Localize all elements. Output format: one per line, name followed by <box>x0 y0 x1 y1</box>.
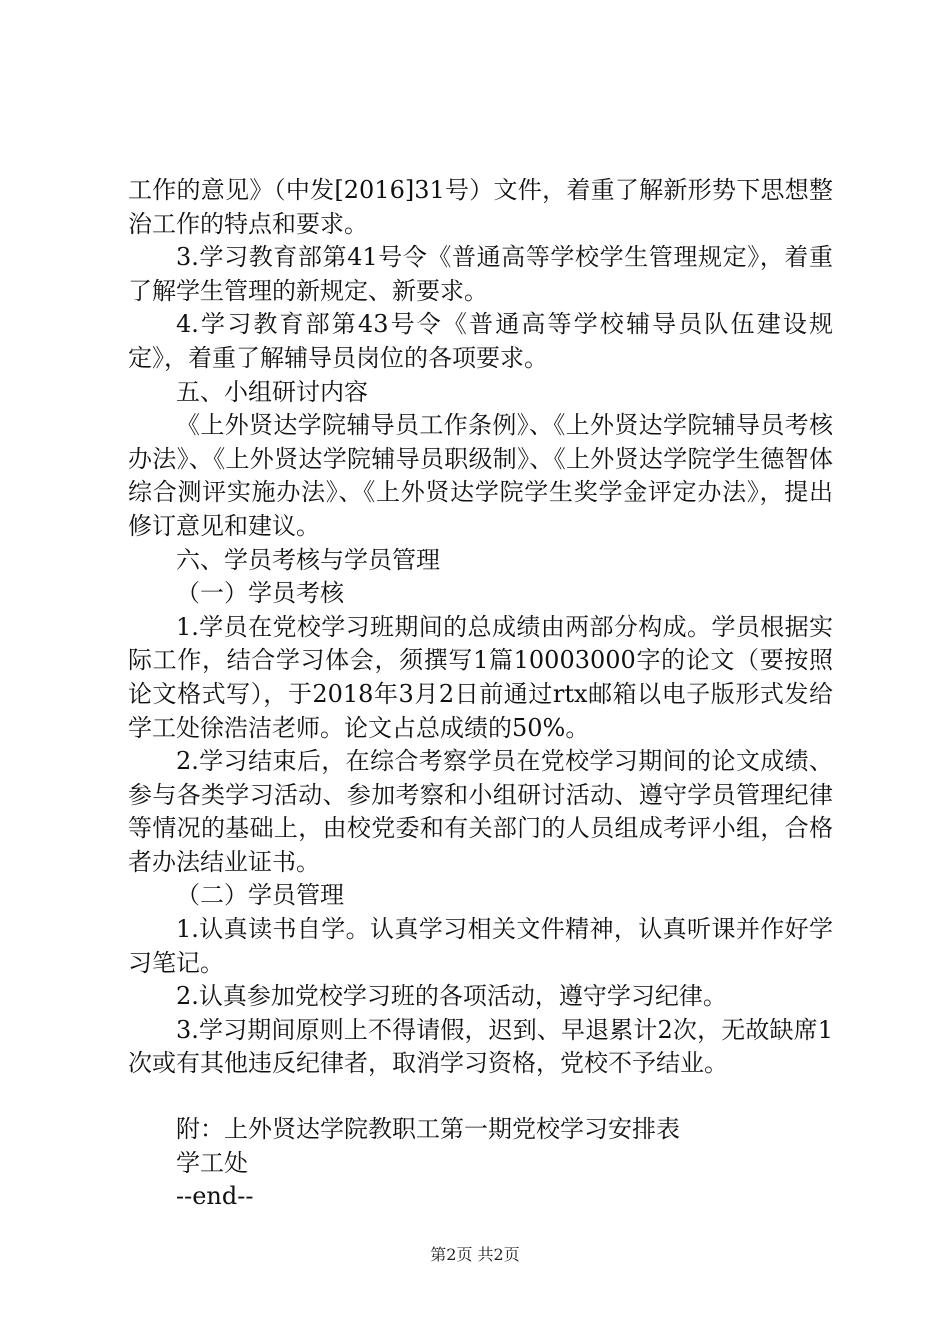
department-signature: 学工处 <box>176 1148 248 1177</box>
section-heading-6: 六、学员考核与学员管理 <box>176 545 440 574</box>
paragraph-item-4: 4.学习教育部第43号令《普通高等学校辅导员队伍建设规定》，着重了解辅导员岗位的各项要求。 <box>128 310 833 372</box>
subsection-heading-assessment: （一）学员考核 <box>176 579 344 608</box>
blank-line <box>128 1081 833 1113</box>
end-mark: --end-- <box>176 1182 254 1211</box>
closing-block <box>128 1113 833 1214</box>
document-body <box>128 174 833 1214</box>
paragraph-management-2: 2.认真参加党校学习班的各项活动，遵守学习纪律。 <box>176 982 727 1011</box>
paragraph-assessment-1: 1.学员在党校学习班期间的总成绩由两部分构成。学员根据实际工作，结合学习体会，须撰写1篇10003000字的论文（要按照论文格式写），于2018年3月2日前通过rtx邮箱以电子版形式发给学工处徐浩洁老师。论文占总成绩的50%。 <box>128 612 833 742</box>
paragraph-discussion-content: 《上外贤达学院辅导员工作条例》、《上外贤达学院辅导员考核办法》、《上外贤达学院辅导员职级制》、《上外贤达学院学生德智体综合测评实施办法》、《上外贤达学院学生奖学金评定办法》，提出修订意见和建议。 <box>128 411 833 540</box>
paragraph-item-3: 3.学习教育部第41号令《普通高等学校学生管理规定》，着重了解学生管理的新规定、新要求。 <box>128 243 833 305</box>
subsection-heading-management: （二）学员管理 <box>176 881 344 910</box>
paragraph-assessment-2: 2.学习结束后，在综合考察学员在党校学习期间的论文成绩、参与各类学习活动、参加考察和小组研讨活动、遵守学员管理纪律等情况的基础上，由校党委和有关部门的人员组成考评小组，合格者办法结业证书。 <box>128 747 833 876</box>
attachment-note: 附：上外贤达学院教职工第一期党校学习安排表 <box>176 1115 680 1144</box>
paragraph-management-3: 3.学习期间原则上不得请假，迟到、早退累计2次，无故缺席1次或有其他违反纪律者，取消学习资格，党校不予结业。 <box>128 1015 833 1078</box>
paragraph-continuation: 工作的意见》（中发[2016]31号）文件，着重了解新形势下思想整治工作的特点和要求。 <box>128 176 833 238</box>
section-heading-5: 五、小组研讨内容 <box>176 377 368 406</box>
paragraph-management-1: 1.认真读书自学。认真学习相关文件精神，认真听课并作好学习笔记。 <box>128 915 833 977</box>
page-number-footer: 第2页 共2页 <box>430 1245 520 1264</box>
